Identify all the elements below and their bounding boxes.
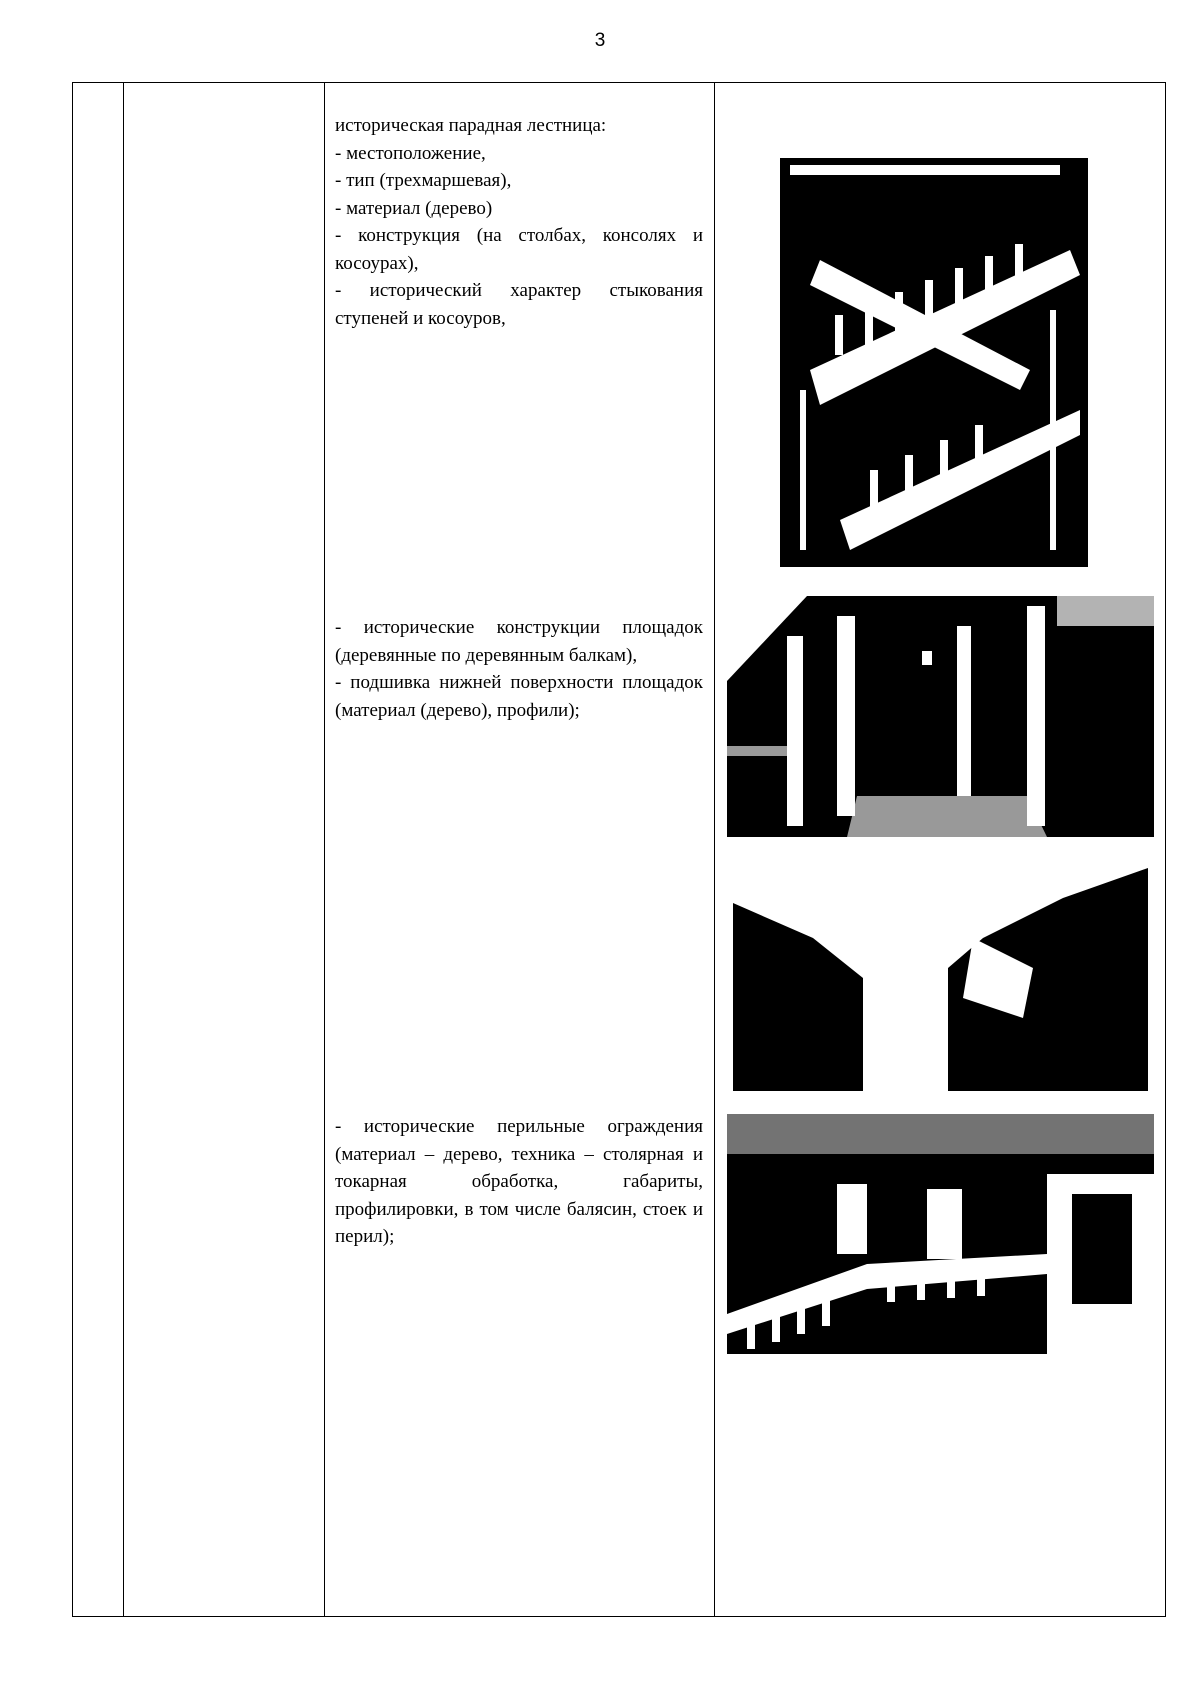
text-line: историческая парадная лестница: bbox=[335, 115, 607, 136]
page-number: 3 bbox=[594, 30, 606, 51]
column-divider bbox=[714, 83, 715, 1616]
landing-underside-photo bbox=[733, 858, 1148, 1091]
description-railings bbox=[335, 1113, 703, 1251]
column-divider bbox=[123, 83, 124, 1616]
description-landings bbox=[335, 614, 703, 724]
text-line: - исторические перильные ограждения (материал – дерево, техника – столярная и токарная обработка, габариты, профилировки, в том числе балясин, стоек и перил); bbox=[335, 1116, 703, 1247]
staircase-photo bbox=[780, 110, 1088, 567]
text-line: - материал (дерево) bbox=[335, 197, 493, 219]
landing-photo bbox=[727, 596, 1154, 837]
text-line: - конструкция (на столбах, консолях и косоурах), bbox=[335, 225, 703, 274]
text-line: - исторические конструкции площадок (деревянные по деревянным балкам), bbox=[335, 617, 703, 666]
railing-photo bbox=[727, 1114, 1154, 1354]
text-line: - тип (трехмаршевая), bbox=[335, 170, 512, 191]
description-staircase bbox=[335, 112, 703, 332]
text-line: - подшивка нижней поверхности площадок (материал (дерево), профили); bbox=[335, 672, 703, 721]
text-line: - местоположение, bbox=[335, 142, 486, 164]
column-divider bbox=[324, 83, 325, 1616]
text-line: - исторический характер стыкования ступеней и косоуров, bbox=[335, 280, 703, 329]
